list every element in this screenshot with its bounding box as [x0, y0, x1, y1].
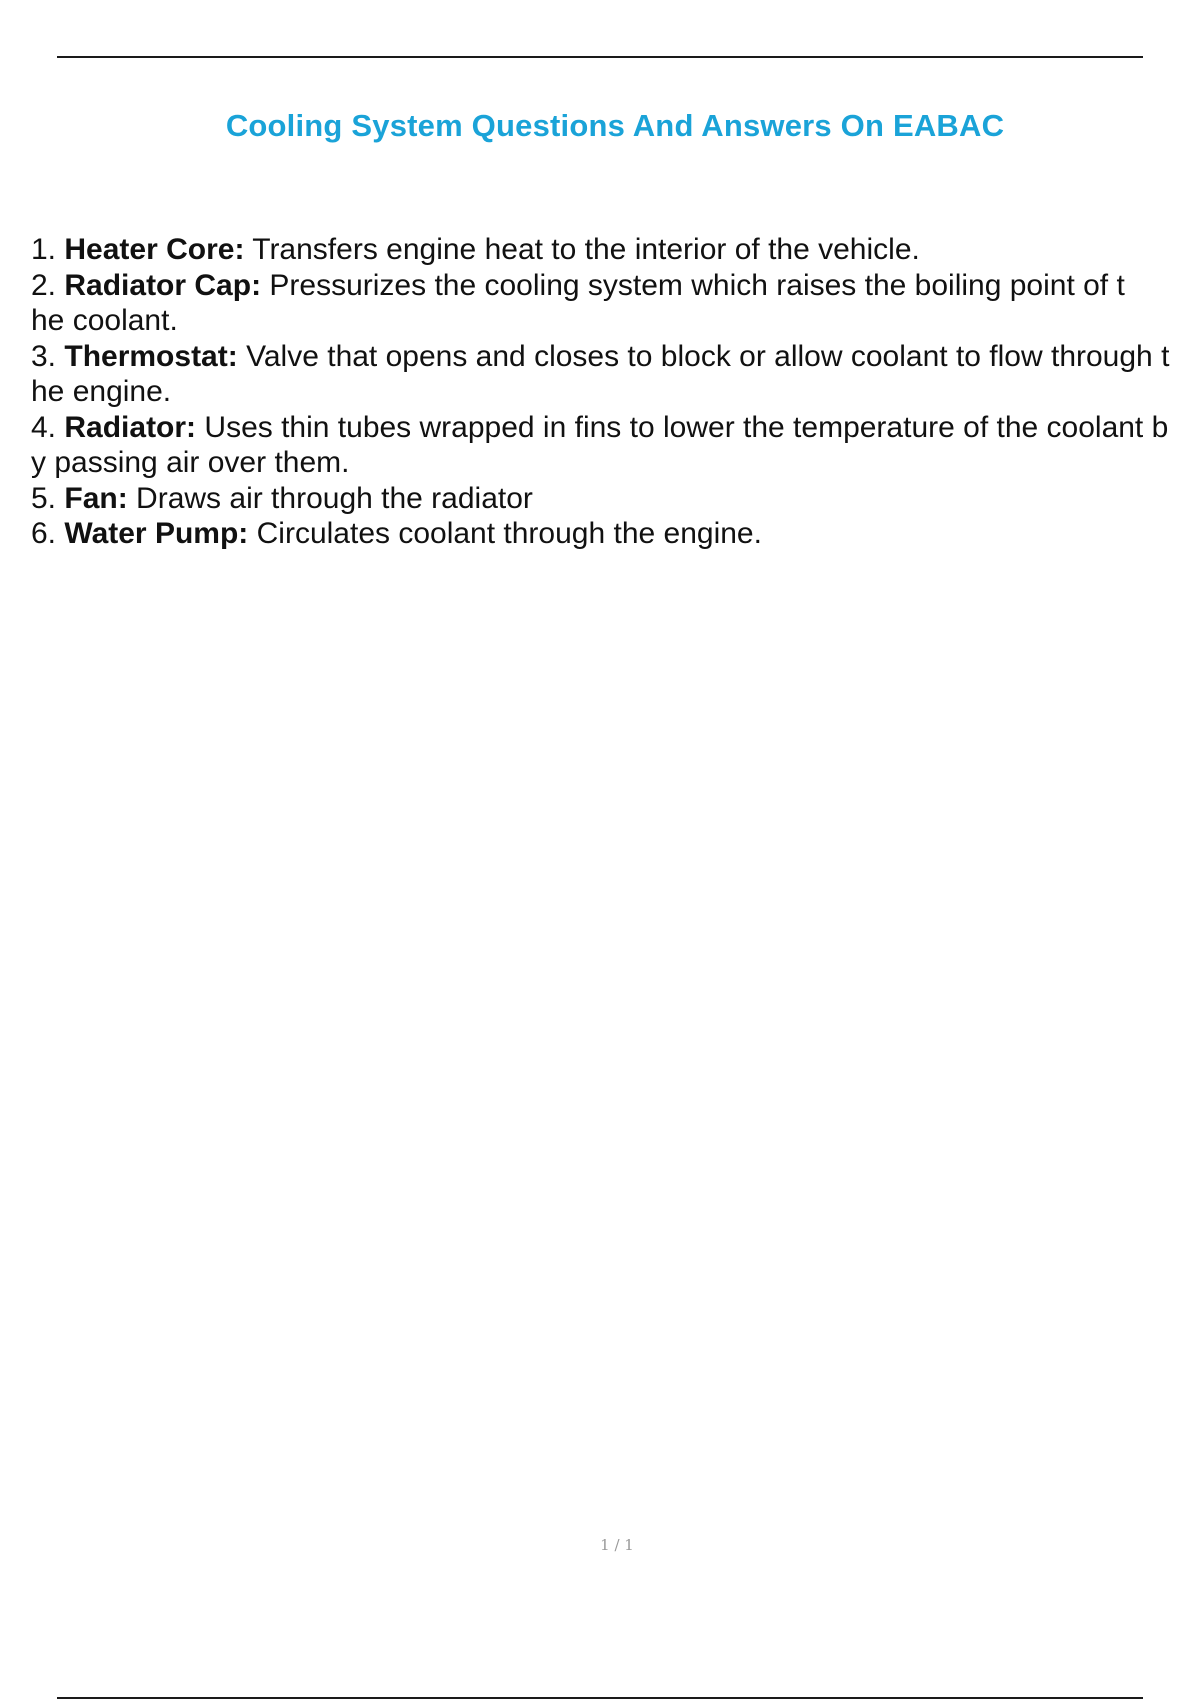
item-definition-continued: he engine.: [31, 375, 172, 408]
item-term: Water Pump:: [64, 517, 249, 550]
item-number: 3.: [31, 339, 57, 373]
top-rule: [57, 56, 1143, 58]
item-definition: Valve that opens and closes to block or allow coolant to flow through t: [246, 339, 1170, 373]
item-term: Radiator:: [64, 410, 197, 444]
item-definition: Transfers engine heat to the interior of the vehicle.: [252, 233, 920, 266]
item-number: 5.: [31, 481, 57, 515]
item-term: Radiator Cap:: [64, 268, 262, 302]
list-item: [31, 481, 1200, 517]
item-term: Heater Core:: [64, 233, 245, 266]
item-definition: Circulates coolant through the engine.: [256, 517, 762, 550]
item-definition-continued: he coolant.: [31, 304, 178, 337]
list-item: [31, 232, 1200, 268]
item-term: Thermostat:: [64, 339, 238, 373]
page-number: 1 / 1: [600, 1536, 634, 1554]
item-number: 6.: [31, 517, 57, 550]
list-item: [31, 268, 1200, 339]
list-item: [31, 410, 1200, 481]
list-item: [31, 339, 1200, 410]
term-list: [31, 232, 1200, 552]
item-term: Fan:: [64, 481, 128, 515]
item-number: 1.: [31, 233, 57, 266]
list-item: [31, 516, 1200, 552]
item-number: 2.: [31, 268, 57, 302]
item-definition: Draws air through the radiator: [136, 481, 533, 515]
item-definition: Pressurizes the cooling system which raises the boiling point of t: [269, 268, 1125, 302]
bottom-rule: [57, 1697, 1143, 1699]
item-definition: Uses thin tubes wrapped in fins to lower the temperature of the coolant b: [204, 410, 1169, 444]
item-number: 4.: [31, 410, 57, 444]
document-title: Cooling System Questions And Answers On EABAC: [225, 108, 1005, 143]
item-definition-continued: y passing air over them.: [31, 446, 350, 479]
